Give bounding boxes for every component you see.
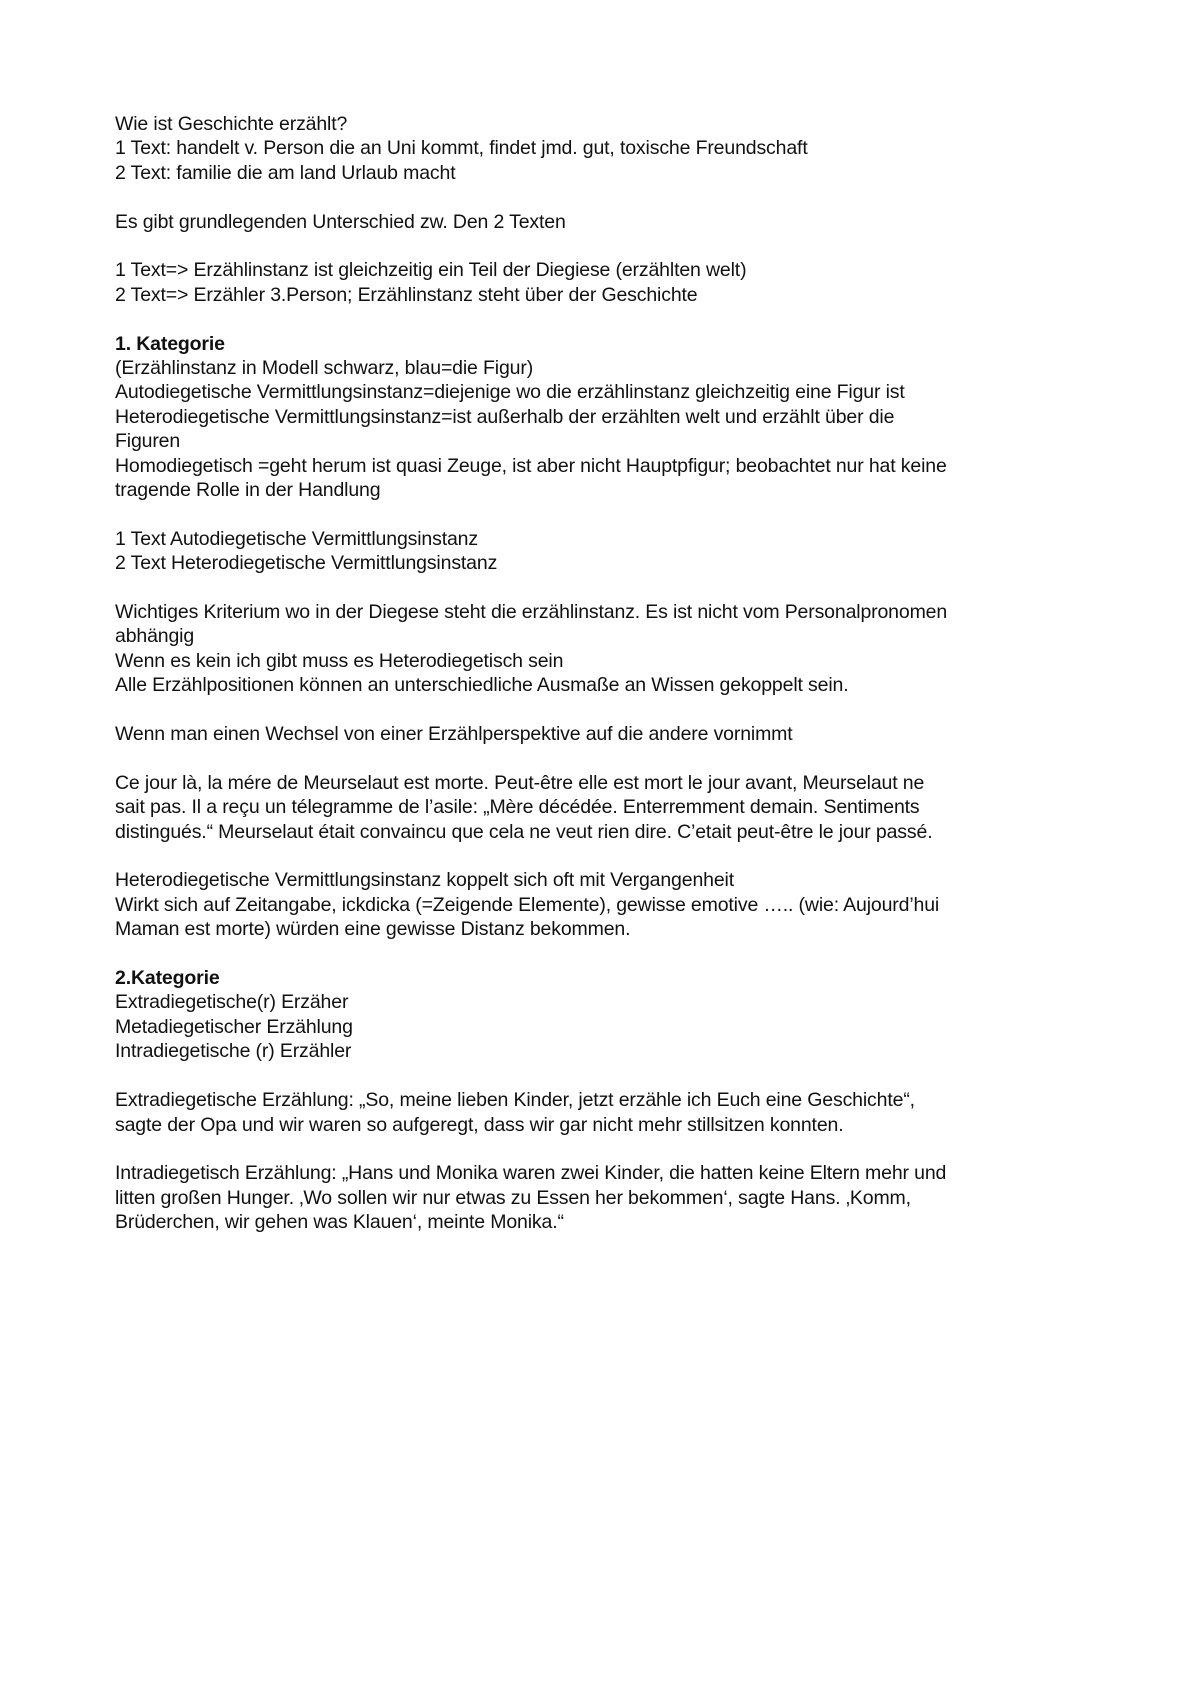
category-1-line: (Erzählinstanz in Modell schwarz, blau=die Figur) bbox=[115, 357, 534, 380]
intro-line: Wie ist Geschichte erzählt? bbox=[115, 113, 348, 135]
french-example-line: Ce jour là, la mére de Meurselaut est morte. Peut-être elle est mort le jour avant, Meurselaut ne bbox=[115, 771, 925, 794]
category-2-line: Intradiegetische (r) Erzähler bbox=[115, 1040, 352, 1063]
text-line: 2 Text=> Erzähler 3.Person; Erzählinstanz steht über der Geschichte bbox=[115, 283, 698, 306]
criteria-line: Alle Erzählpositionen können an unterschiedliche Ausmaße an Wissen gekoppelt sein. bbox=[115, 674, 849, 697]
paragraph-gap bbox=[115, 844, 1115, 868]
intradiegetic-example-line: Intradiegetisch Erzählung: „Hans und Monika waren zwei Kinder, die hatten keine Eltern mehr und bbox=[115, 1162, 947, 1185]
intradiegetic-example-line: Brüderchen, wir gehen was Klauen‘, meinte Monika.“ bbox=[115, 1211, 564, 1234]
document-page bbox=[115, 112, 1115, 1235]
french-example-line: sait pas. Il a reçu un télegramme de l’asile: „Mère décédée. Enterremment demain. Sentiments bbox=[115, 796, 920, 819]
category-1-heading: 1. Kategorie bbox=[115, 332, 225, 355]
change-line: Wenn man einen Wechsel von einer Erzählperspektive auf die andere vornimmt bbox=[115, 723, 793, 746]
paragraph-gap bbox=[115, 307, 1115, 331]
paragraph-gap bbox=[115, 502, 1115, 526]
paragraph-gap bbox=[115, 746, 1115, 770]
category-1-line: tragende Rolle in der Handlung bbox=[115, 479, 381, 502]
paragraph-gap bbox=[115, 234, 1115, 258]
assign-line: 1 Text Autodiegetische Vermittlungsinstanz bbox=[115, 527, 478, 550]
extradiegetic-example-line: sagte der Opa und wir waren so aufgeregt, dass wir gar nicht mehr stillsitzen konnten. bbox=[115, 1113, 844, 1136]
paragraph-gap bbox=[115, 185, 1115, 209]
category-1-line: Figuren bbox=[115, 430, 181, 453]
criteria-line: Wenn es kein ich gibt muss es Heterodiegetisch sein bbox=[115, 649, 564, 672]
past-line: Wirkt sich auf Zeitangabe, ickdicka (=Zeigende Elemente), gewisse emotive ….. (wie: Aujourd’hui bbox=[115, 893, 940, 916]
difference-line: Es gibt grundlegenden Unterschied zw. Den 2 Texten bbox=[115, 210, 566, 233]
paragraph-gap bbox=[115, 1064, 1115, 1088]
category-1-line: Homodiegetisch =geht herum ist quasi Zeuge, ist aber nicht Hauptpfigur; beobachtet nur hat keine bbox=[115, 454, 947, 477]
assign-line: 2 Text Heterodiegetische Vermittlungsinstanz bbox=[115, 552, 498, 575]
paragraph-gap bbox=[115, 576, 1115, 600]
french-example-line: distingués.“ Meurselaut était convaincu que cela ne veut rien dire. C’etait peut-être le jour passé. bbox=[115, 820, 933, 843]
category-1-line: Heterodiegetische Vermittlungsinstanz=ist außerhalb der erzählten welt und erzählt über die bbox=[115, 405, 895, 428]
criteria-line: abhängig bbox=[115, 625, 195, 648]
past-line: Heterodiegetische Vermittlungsinstanz koppelt sich oft mit Vergangenheit bbox=[115, 869, 734, 892]
text-line: 1 Text=> Erzählinstanz ist gleichzeitig ein Teil der Diegiese (erzählten welt) bbox=[115, 259, 747, 282]
intro-line: 1 Text: handelt v. Person die an Uni kommt, findet jmd. gut, toxische Freundschaft bbox=[115, 137, 808, 160]
paragraph-gap bbox=[115, 942, 1115, 966]
intro-line: 2 Text: familie die am land Urlaub macht bbox=[115, 161, 456, 184]
category-2-line: Extradiegetische(r) Erzäher bbox=[115, 991, 349, 1014]
paragraph-gap bbox=[115, 698, 1115, 722]
criteria-line: Wichtiges Kriterium wo in der Diegese steht die erzählinstanz. Es ist nicht vom Personalpronomen bbox=[115, 601, 948, 624]
extradiegetic-example-line: Extradiegetische Erzählung: „So, meine lieben Kinder, jetzt erzähle ich Euch eine Geschichte“, bbox=[115, 1089, 915, 1112]
category-2-line: Metadiegetischer Erzählung bbox=[115, 1015, 353, 1038]
category-2-heading: 2.Kategorie bbox=[115, 967, 220, 990]
category-1-line: Autodiegetische Vermittlungsinstanz=diejenige wo die erzählinstanz gleichzeitig eine Figur ist bbox=[115, 381, 905, 404]
paragraph-gap bbox=[115, 1137, 1115, 1161]
intradiegetic-example-line: litten großen Hunger. ‚Wo sollen wir nur etwas zu Essen her bekommen‘, sagte Hans. ‚Komm, bbox=[115, 1186, 911, 1209]
past-line: Maman est morte) würden eine gewisse Distanz bekommen. bbox=[115, 918, 631, 941]
